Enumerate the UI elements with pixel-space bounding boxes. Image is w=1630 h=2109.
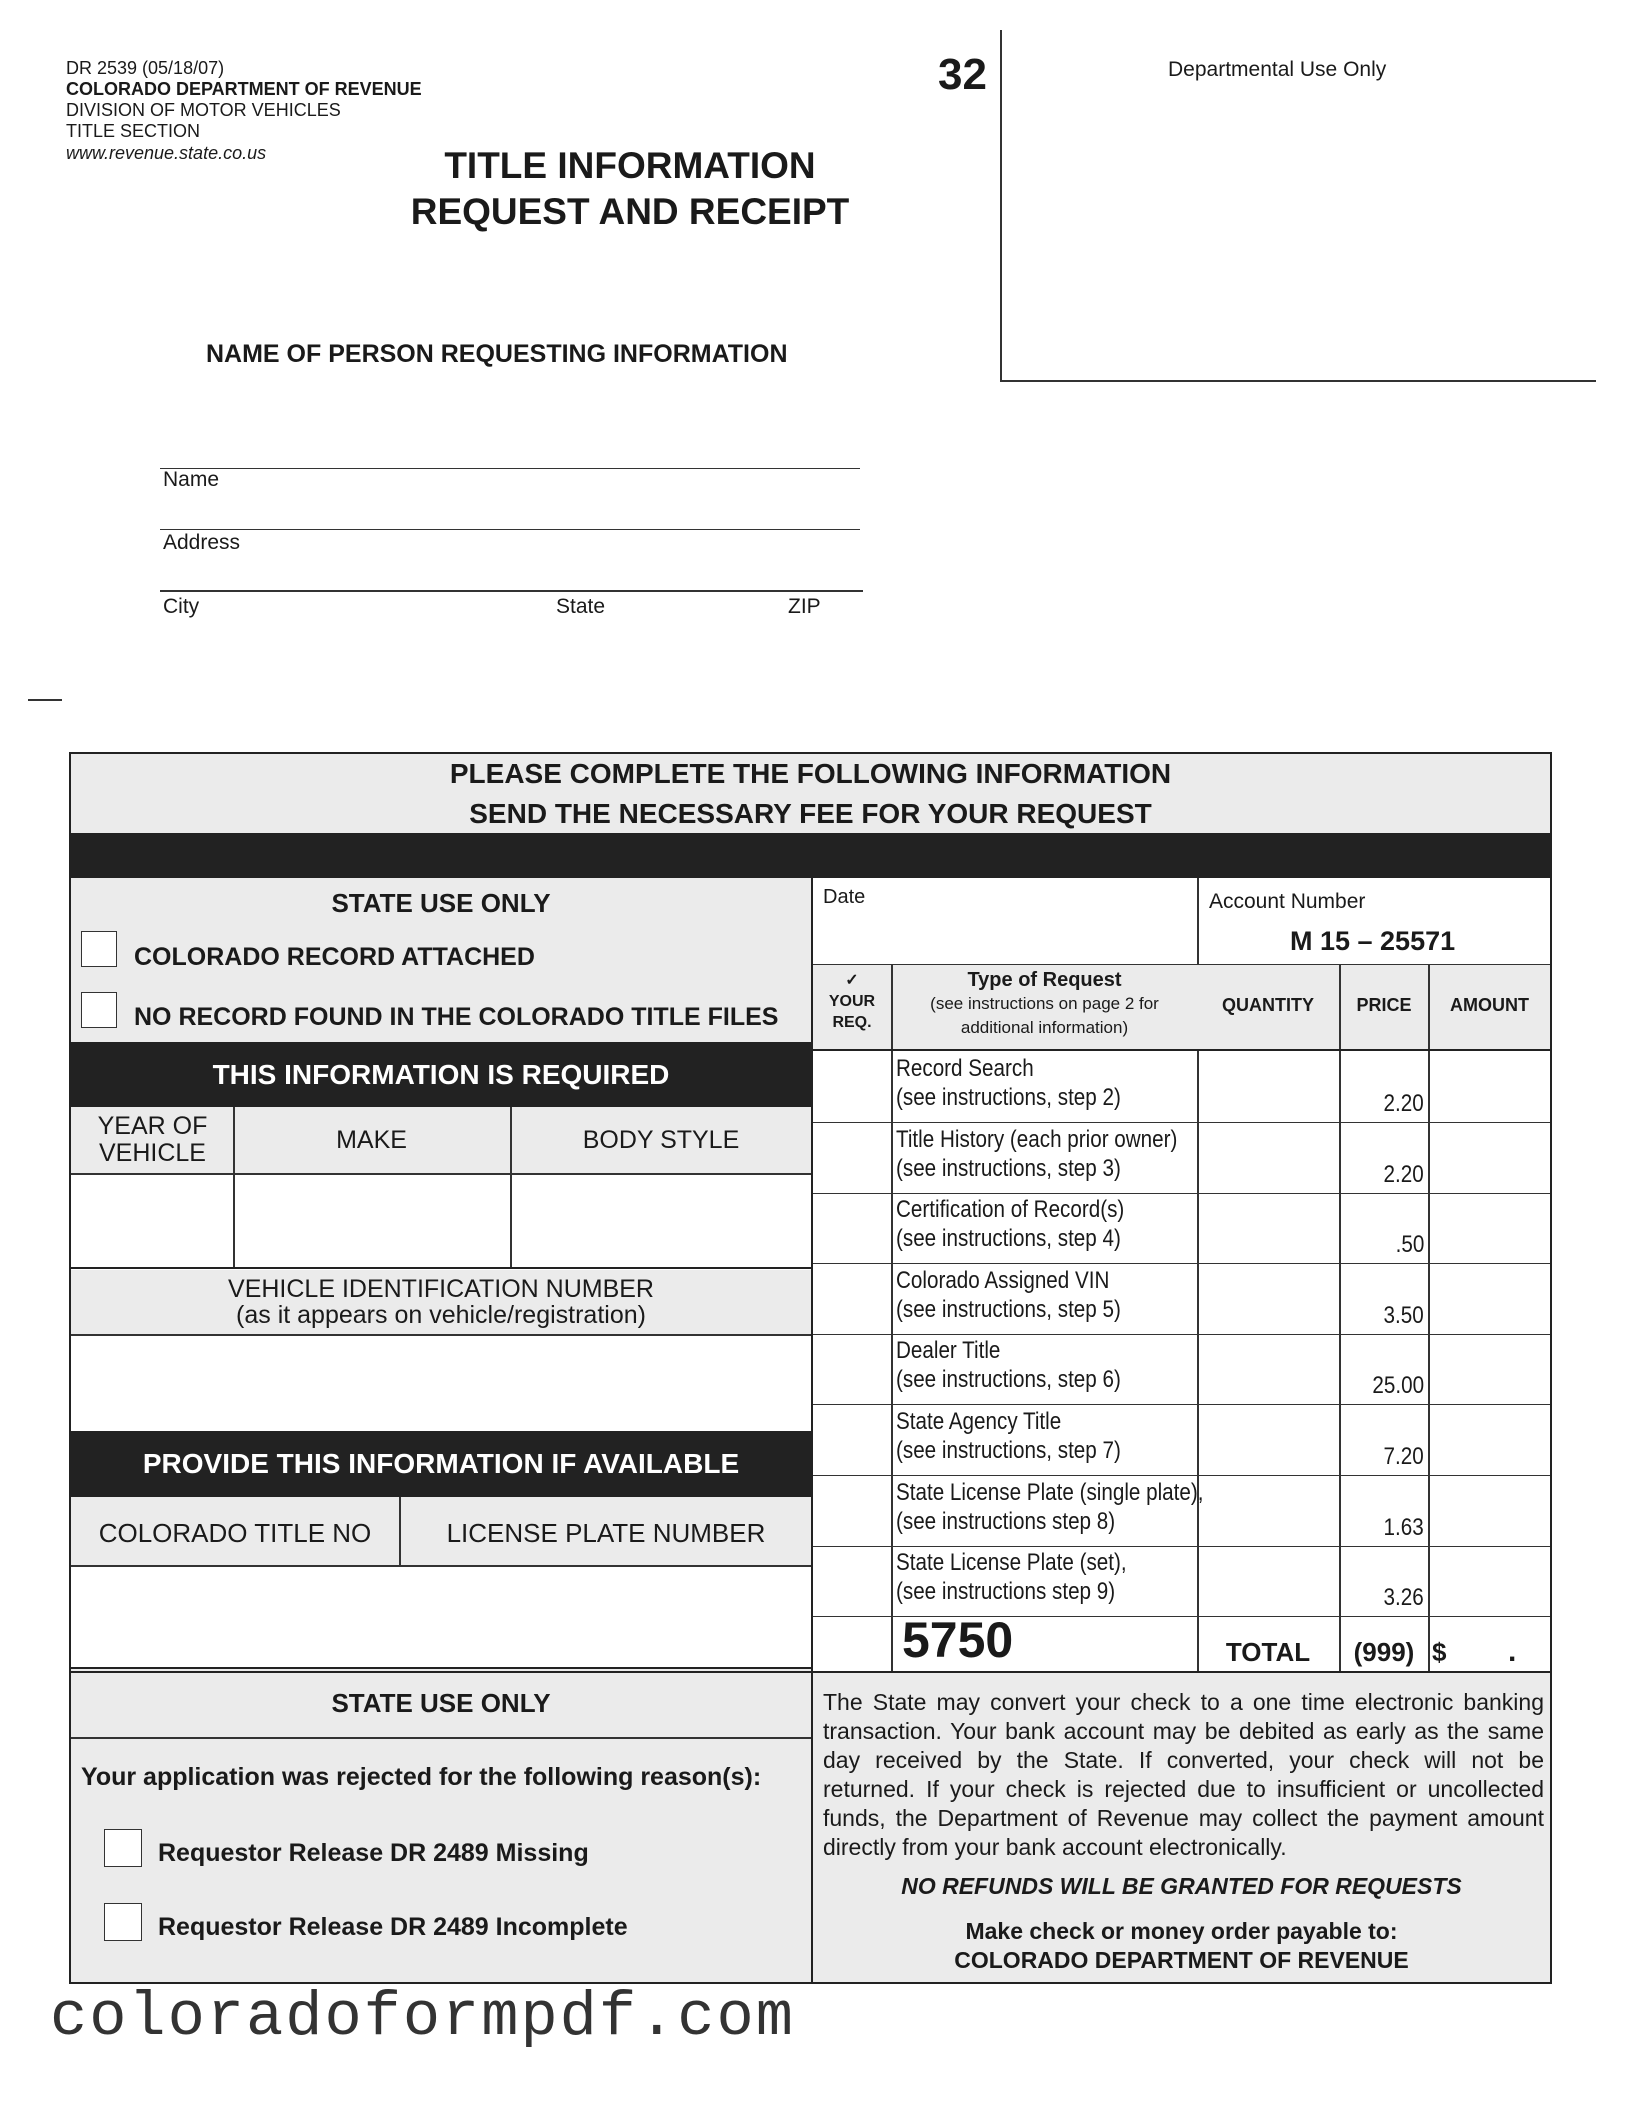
form-number: 32 (938, 50, 987, 99)
your-req-cell[interactable] (813, 1475, 891, 1546)
year-header-line1: YEAR OF (97, 1112, 208, 1140)
decimal-point: . (1508, 1635, 1517, 1668)
requester-heading: NAME OF PERSON REQUESTING INFORMATION (206, 340, 788, 368)
quantity-field[interactable] (1199, 1051, 1339, 1122)
record-attached-label: COLORADO RECORD ATTACHED (134, 943, 535, 971)
fee-row (813, 1333, 1550, 1404)
request-type-line1: Dealer Title (896, 1337, 1001, 1364)
ebanking-notice: The State may convert your check to a one time electronic banking transaction. Your bank account may be debited as early as the same day received by the State. If converted, your check will not be returned. If your check is rejected due to insufficient or uncollected funds, the Department of Revenue may collect the payment amount directly from your bank account electronically. (823, 1689, 1544, 1860)
website-link[interactable]: www.revenue.state.co.us (66, 143, 267, 163)
request-type-line2: (see instructions, step 2) (896, 1084, 1121, 1111)
fee-row (813, 1051, 1550, 1122)
vehicle-values-rule (71, 1267, 811, 1269)
request-type-line2: (see instructions, step 7) (896, 1437, 1121, 1464)
quantity-field[interactable] (1199, 1475, 1339, 1546)
type-header-note2: additional information) (960, 1018, 1129, 1037)
body-style-header: BODY STYLE (582, 1126, 740, 1154)
request-type-line2: (see instructions, step 4) (896, 1225, 1121, 1252)
year-field[interactable] (71, 1175, 233, 1266)
year-header-line2: VEHICLE (99, 1139, 206, 1167)
name-label: Name (163, 468, 220, 491)
form-title-line1: TITLE INFORMATION (444, 145, 816, 186)
release-incomplete-checkbox[interactable] (104, 1903, 142, 1941)
name-field[interactable] (160, 450, 860, 469)
title-no-field[interactable] (71, 1567, 399, 1667)
quantity-field[interactable] (1199, 1122, 1339, 1193)
request-type (896, 1407, 1157, 1465)
your-req-cell[interactable] (813, 1192, 891, 1263)
department-name: COLORADO DEPARTMENT OF REVENUE (66, 79, 422, 99)
record-attached-checkbox[interactable] (81, 931, 117, 967)
banner-black-bar (71, 833, 1550, 878)
quantity-field[interactable] (1199, 1333, 1339, 1404)
release-missing-checkbox[interactable] (104, 1829, 142, 1867)
total-amount-field[interactable] (1450, 1630, 1548, 1670)
your-req-cell[interactable] (813, 1051, 891, 1122)
payable-line2: COLORADO DEPARTMENT OF REVENUE (954, 1947, 1409, 1973)
request-type (896, 1548, 1164, 1606)
request-type (896, 1054, 1157, 1112)
banner-line1: PLEASE COMPLETE THE FOLLOWING INFORMATION (449, 758, 1172, 789)
amount-field[interactable] (1430, 1051, 1550, 1122)
request-type (896, 1336, 1157, 1394)
fee-row (813, 1545, 1550, 1616)
quantity-header: QUANTITY (1222, 995, 1314, 1015)
plate-no-field[interactable] (401, 1567, 811, 1667)
banner-line2: SEND THE NECESSARY FEE FOR YOUR REQUEST (469, 798, 1152, 829)
amount-field[interactable] (1430, 1545, 1550, 1616)
request-type-line2: (see instructions, step 6) (896, 1366, 1121, 1393)
fee-row (813, 1263, 1550, 1334)
release-incomplete-label: Requestor Release DR 2489 Incomplete (158, 1913, 628, 1941)
request-type (896, 1195, 1161, 1253)
make-field[interactable] (235, 1175, 510, 1266)
your-req-line2: REQ. (832, 1014, 872, 1031)
price-value: 3.26 (1383, 1584, 1424, 1611)
account-label: Account Number (1209, 890, 1366, 913)
amount-field[interactable] (1430, 1404, 1550, 1475)
dollar-sign: $ (1432, 1637, 1447, 1667)
request-type-line1: Record Search (896, 1055, 1034, 1082)
quantity-field[interactable] (1199, 1404, 1339, 1475)
year-header (71, 1113, 234, 1167)
fee-row (813, 1475, 1550, 1546)
price-value: 25.00 (1372, 1372, 1424, 1399)
form-title-line2: REQUEST AND RECEIPT (410, 191, 850, 232)
quantity-field[interactable] (1199, 1545, 1339, 1616)
price-value: .50 (1395, 1231, 1424, 1258)
your-req-cell[interactable] (813, 1404, 891, 1475)
dept-use-border-left (1000, 30, 1002, 380)
make-header: MAKE (336, 1126, 407, 1154)
vin-header-line1: VEHICLE IDENTIFICATION NUMBER (228, 1275, 654, 1303)
dept-use-border-bottom (1000, 380, 1596, 382)
type-header-title: Type of Request (967, 969, 1122, 991)
total-label: TOTAL (1225, 1637, 1311, 1667)
zip-label: ZIP (788, 595, 821, 618)
amount-field[interactable] (1430, 1475, 1550, 1546)
request-type-line1: State License Plate (single plate), (896, 1479, 1204, 1506)
state-label: State (556, 595, 606, 618)
your-req-cell[interactable] (813, 1122, 891, 1193)
fee-row (813, 1404, 1550, 1475)
optional-heading: PROVIDE THIS INFORMATION IF AVAILABLE (71, 1431, 811, 1497)
title-no-header: COLORADO TITLE NO (98, 1518, 372, 1548)
payable-to (813, 1917, 1550, 1975)
dept-use-label: Departmental Use Only (1168, 58, 1387, 81)
request-type-line2: (see instructions, step 5) (896, 1296, 1121, 1323)
address-field[interactable] (160, 512, 860, 530)
check-mark-icon: ✓ (845, 972, 859, 989)
payable-line1: Make check or money order payable to: (965, 1918, 1398, 1944)
quantity-field[interactable] (1199, 1263, 1339, 1334)
request-type-line1: Colorado Assigned VIN (896, 1267, 1110, 1294)
instruction-banner (71, 754, 1550, 833)
request-type-line1: State License Plate (set), (896, 1549, 1127, 1576)
request-type (896, 1266, 1157, 1324)
your-req-cell[interactable] (813, 1333, 891, 1404)
amount-field[interactable] (1430, 1333, 1550, 1404)
your-req-cell[interactable] (813, 1263, 891, 1334)
no-record-checkbox[interactable] (81, 992, 117, 1028)
form-code-number: 5750 (902, 1612, 1014, 1668)
rejection-heading: Your application was rejected for the following reason(s): (81, 1763, 762, 1791)
account-number: M 15 – 25571 (1290, 926, 1456, 956)
price-value: 2.20 (1383, 1090, 1424, 1117)
no-refunds-notice: NO REFUNDS WILL BE GRANTED FOR REQUESTS (901, 1873, 1462, 1899)
request-type-line2: (see instructions, step 3) (896, 1155, 1121, 1182)
division-name: DIVISION OF MOTOR VEHICLES (66, 100, 341, 120)
request-type-line1: Certification of Record(s) (896, 1196, 1125, 1223)
request-type-line1: Title History (each prior owner) (896, 1126, 1178, 1153)
type-header-note1: (see instructions on page 2 for (930, 994, 1159, 1013)
city-state-zip-field[interactable] (160, 590, 863, 592)
state-use-bottom-heading: STATE USE ONLY (331, 1688, 551, 1718)
price-value: 3.50 (1383, 1302, 1424, 1329)
request-type (896, 1125, 1223, 1183)
form-title (330, 143, 930, 235)
amount-header: AMOUNT (1450, 995, 1529, 1015)
amount-field[interactable] (1430, 1263, 1550, 1334)
amount-field[interactable] (1430, 1122, 1550, 1193)
fee-row (813, 1192, 1550, 1263)
price-value: 2.20 (1383, 1161, 1424, 1188)
optional-header-divider (399, 1497, 401, 1565)
city-label: City (163, 595, 200, 618)
state-use-top-heading: STATE USE ONLY (331, 888, 551, 918)
body-style-field[interactable] (512, 1175, 811, 1266)
fee-row (813, 1122, 1550, 1193)
form-code: DR 2539 (05/18/07) (66, 58, 225, 78)
address-label: Address (163, 531, 241, 554)
no-record-label: NO RECORD FOUND IN THE COLORADO TITLE FILES (134, 1003, 779, 1031)
your-req-header (813, 970, 891, 1033)
date-label: Date (823, 886, 866, 908)
request-type-line2: (see instructions step 8) (896, 1508, 1116, 1535)
your-req-line1: YOUR (828, 993, 876, 1010)
watermark: coloradoformpdf.com (50, 1982, 795, 2053)
type-header (892, 968, 1197, 1040)
date-field[interactable] (813, 878, 1197, 964)
request-type-line2: (see instructions step 9) (896, 1578, 1116, 1605)
plate-no-header: LICENSE PLATE NUMBER (446, 1518, 766, 1548)
vin-header-line2: (as it appears on vehicle/registration) (236, 1301, 646, 1329)
quantity-field[interactable] (1199, 1192, 1339, 1263)
price-value: 7.20 (1383, 1443, 1424, 1470)
required-heading: THIS INFORMATION IS REQUIRED (71, 1042, 811, 1107)
amount-field[interactable] (1430, 1192, 1550, 1263)
your-req-cell[interactable] (813, 1545, 891, 1616)
vin-header (71, 1270, 811, 1334)
request-type-line1: State Agency Title (896, 1408, 1062, 1435)
vin-field[interactable] (71, 1336, 811, 1431)
section-name: TITLE SECTION (66, 121, 201, 141)
price-header: PRICE (1356, 995, 1412, 1015)
price-value: 1.63 (1383, 1514, 1424, 1541)
state-use-bottom-rule (71, 1737, 811, 1739)
total-code: (999) (1353, 1637, 1415, 1667)
fold-mark (28, 699, 62, 701)
release-missing-label: Requestor Release DR 2489 Missing (158, 1839, 589, 1867)
